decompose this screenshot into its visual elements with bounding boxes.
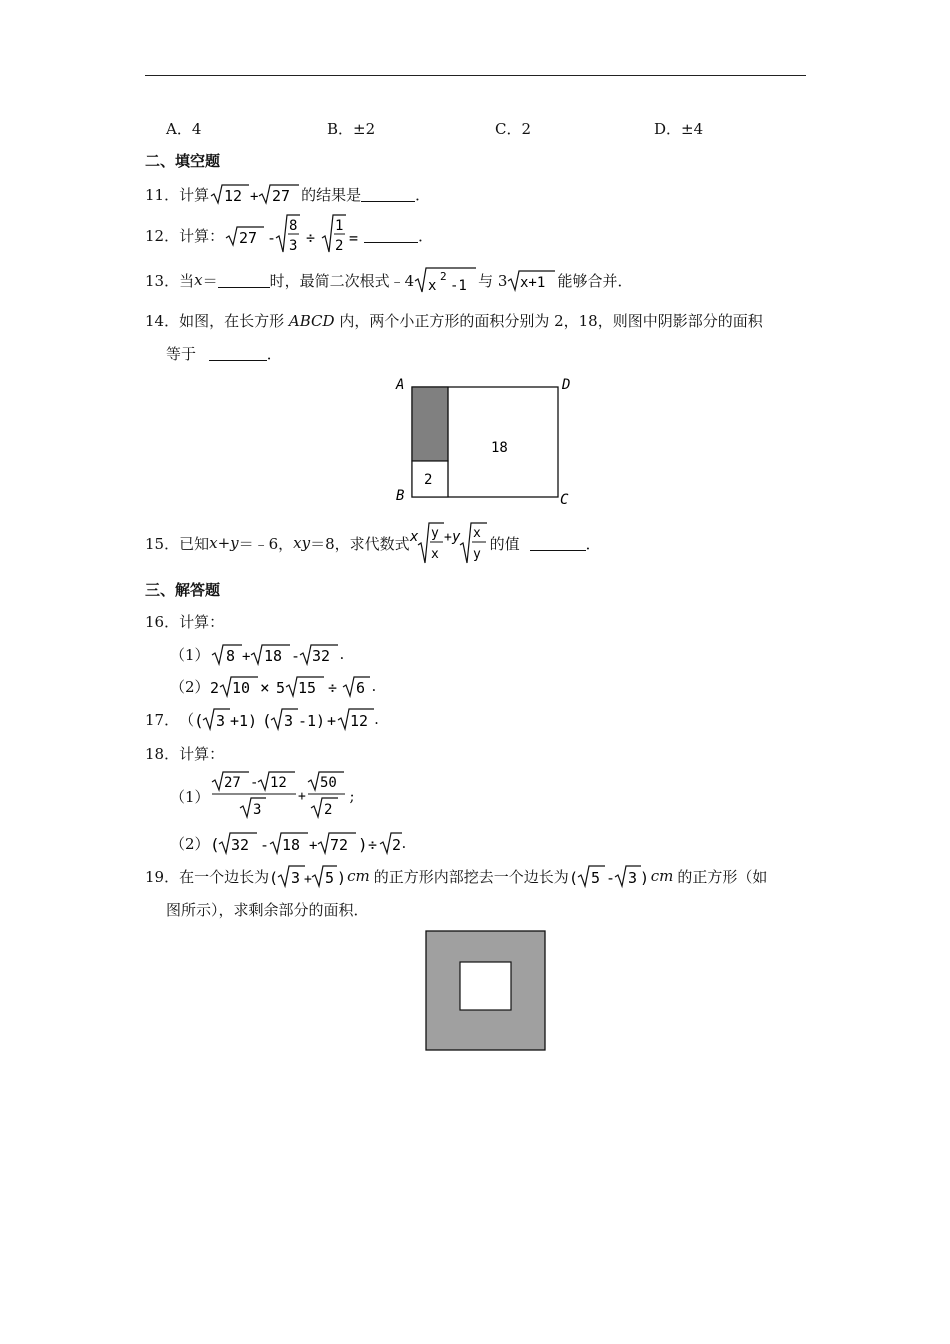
rectangle-name: ABCD (288, 312, 335, 330)
equals-sign: = (349, 229, 359, 247)
small-square-label: 2 (424, 472, 433, 488)
variable: x (194, 271, 203, 289)
plus-sign: + (308, 838, 317, 854)
punctuation: ． (585, 534, 601, 553)
numerator: 1 (335, 218, 344, 234)
exponent: 2 (440, 270, 447, 283)
plus-one: +1) (230, 712, 258, 730)
vertex-c-label: C (560, 492, 569, 508)
divide-sign: ÷ (327, 679, 337, 697)
sqrt-expression (507, 265, 557, 295)
question-18-part2 (170, 829, 406, 857)
numerator: 8 (289, 218, 298, 234)
paren: ) (639, 869, 649, 887)
minus-sign: - (249, 775, 258, 791)
answer-blank (361, 187, 415, 202)
section-title-fill-in: 二、填空题 (145, 152, 221, 170)
question-text: 计算： (179, 226, 225, 245)
paren: ( (194, 711, 204, 730)
question-text: 已知 (179, 534, 210, 553)
question-text: 与 3 (478, 271, 508, 290)
question-text: 如图，在长方形 (179, 312, 285, 330)
option-c: C．2 (495, 120, 532, 138)
radicand: 3 (252, 802, 261, 818)
answer-blank (530, 536, 586, 551)
question-16-part1 (170, 641, 344, 667)
sqrt-product-expression (210, 673, 372, 699)
paren: ( (269, 869, 279, 887)
radicand: 12 (224, 187, 243, 205)
question-18 (145, 743, 224, 764)
plus-sign: + (443, 530, 452, 545)
question-number: 13． (145, 271, 180, 290)
part-label: （2） (170, 677, 210, 696)
radicand: 12 (269, 775, 287, 791)
sqrt-expression (414, 265, 478, 295)
option-a: A．4 (166, 120, 202, 138)
vertex-a-label: A (396, 377, 405, 393)
shaded-region (412, 387, 448, 461)
sqrt-expression (210, 641, 340, 667)
question-number: 16． (145, 613, 180, 631)
punctuation: . (401, 834, 407, 852)
plus-sign: + (297, 789, 306, 804)
radicand: 6 (355, 679, 365, 697)
question-17 (145, 705, 379, 733)
sqrt-expression (224, 212, 364, 258)
question-16 (145, 611, 224, 632)
punctuation: ． (266, 345, 282, 363)
radicand: 3 (627, 869, 637, 887)
radicand: -1 (450, 278, 467, 294)
minus-one: -1) (298, 712, 326, 730)
plus-sign: + (304, 872, 312, 887)
sqrt-product-expression (194, 705, 374, 733)
question-19-line2: 图所示），求剩余部分的面积． (166, 901, 369, 919)
divide-sign: ÷ (367, 836, 377, 854)
radicand: 3 (284, 712, 294, 730)
radicand: 32 (311, 647, 330, 665)
paren: ( (568, 869, 578, 887)
question-16-part2 (170, 673, 376, 699)
question-12 (145, 212, 433, 258)
radicand: 27 (239, 229, 258, 247)
punctuation: ． (415, 185, 431, 204)
sqrt-fraction-expression (410, 520, 490, 566)
fraction-sqrt-expression (210, 770, 350, 822)
radicand: 2 (391, 836, 401, 854)
section-title-solve: 三、解答题 (145, 581, 221, 599)
minus-sign: - (259, 836, 269, 854)
question-text: 时，最简二次根式﹣4 (269, 271, 415, 290)
question-number: 12． (145, 226, 180, 245)
option-b: B．±2 (327, 120, 376, 138)
punctuation: . (339, 645, 345, 663)
radicand: 15 (297, 679, 316, 697)
punctuation: . (374, 710, 379, 728)
variable: y (451, 529, 461, 545)
coefficient: 5 (275, 679, 285, 697)
divide-sign: ÷ (306, 229, 316, 247)
radicand: 12 (350, 712, 369, 730)
radicand: x (428, 278, 437, 294)
radicand: 5 (590, 869, 600, 887)
numerator: y (430, 526, 439, 541)
radicand: 8 (225, 647, 235, 665)
question-text: 的值 (489, 534, 520, 553)
question-text: ＝﹣6， (238, 534, 294, 553)
question-text: 在一个边长为 (179, 867, 270, 886)
question-text: 的结果是 (301, 185, 362, 204)
radicand: 3 (216, 712, 226, 730)
radicand: 72 (329, 836, 348, 854)
condition-expression: xy (293, 534, 311, 552)
radicand: 32 (230, 836, 249, 854)
question-text: 的正方形（如 (677, 867, 768, 886)
answer-blank (364, 228, 418, 243)
radicand: 2 (323, 802, 332, 818)
unit-label: cm (650, 867, 674, 885)
condition-expression: x+y (209, 534, 239, 552)
sqrt-sum-expression (269, 862, 347, 890)
option-d: D．±4 (654, 120, 704, 138)
coefficient: 2 (209, 679, 219, 697)
unit-label: cm (347, 867, 370, 885)
radicand: 27 (223, 775, 241, 791)
radicand: 27 (272, 187, 291, 205)
plus-sign: + (327, 712, 337, 730)
denominator: x (430, 547, 439, 562)
inner-square (460, 962, 511, 1010)
question-text: 的正方形内部挖去一个边长为 (373, 867, 569, 886)
paren: ( (209, 835, 220, 854)
vertex-d-label: D (562, 377, 571, 393)
punctuation: . (371, 677, 377, 695)
paren: ) (357, 835, 368, 854)
radicand: x+1 (520, 275, 546, 291)
punctuation: ． (418, 226, 434, 245)
question-text: （ (179, 710, 195, 729)
denominator: 3 (289, 238, 298, 254)
vertex-b-label: B (396, 488, 405, 504)
paren: ) (337, 869, 347, 887)
plus-sign: + (241, 649, 250, 665)
part-label: （1） (170, 645, 210, 664)
question-18-part1 (170, 770, 355, 822)
minus-sign: - (605, 869, 615, 887)
times-sign: × (259, 678, 270, 697)
sqrt-difference-expression (569, 862, 647, 890)
punctuation: ; (349, 787, 355, 805)
radicand: 18 (263, 647, 282, 665)
question-19 (145, 862, 767, 890)
big-square-label: 18 (491, 440, 508, 456)
question-15 (145, 520, 601, 566)
sqrt-expression (210, 829, 402, 857)
header-rule (145, 75, 806, 76)
question-number: 18． (145, 745, 180, 763)
part-label: （2） (170, 834, 210, 853)
denominator: 2 (335, 238, 344, 254)
question-text: 等于 (166, 345, 197, 363)
question-number: 19． (145, 867, 180, 886)
radicand: 5 (325, 869, 335, 887)
answer-blank (209, 346, 267, 361)
question-number: 11． (145, 185, 180, 204)
question-text: 计算 (179, 185, 210, 204)
question-text: 能够合并． (557, 271, 633, 290)
question-text: 计算： (179, 613, 225, 631)
question-text: 当 (179, 271, 195, 290)
numerator: x (472, 526, 481, 541)
denominator: y (472, 547, 481, 562)
variable: x (409, 529, 419, 545)
part-label: （1） (170, 787, 210, 806)
minus-sign: - (267, 229, 277, 247)
question-14-line2 (166, 343, 282, 364)
answer-blank (218, 273, 270, 288)
question-number: 14． (145, 312, 180, 330)
question-14 (145, 310, 763, 331)
paren: ( (262, 711, 272, 730)
radicand: 50 (319, 775, 337, 791)
question-11 (145, 182, 430, 206)
sqrt-sum-expression (209, 182, 301, 206)
rectangle-abcd-figure (390, 372, 590, 512)
minus-sign: - (290, 647, 300, 665)
radicand: 18 (281, 836, 300, 854)
question-text: 计算： (179, 745, 225, 763)
radicand: 3 (291, 869, 301, 887)
plus-sign: + (250, 189, 259, 205)
equals-sign: ＝ (202, 271, 218, 290)
question-text: 内，两个小正方形的面积分别为 2，18，则图中阴影部分的面积 (339, 312, 763, 330)
radicand: 10 (231, 679, 250, 697)
question-text: ＝8，求代数式 (310, 534, 410, 553)
question-13 (145, 265, 632, 295)
question-number: 15． (145, 534, 180, 553)
question-number: 17． (145, 710, 180, 729)
hollow-square-figure (425, 930, 547, 1052)
